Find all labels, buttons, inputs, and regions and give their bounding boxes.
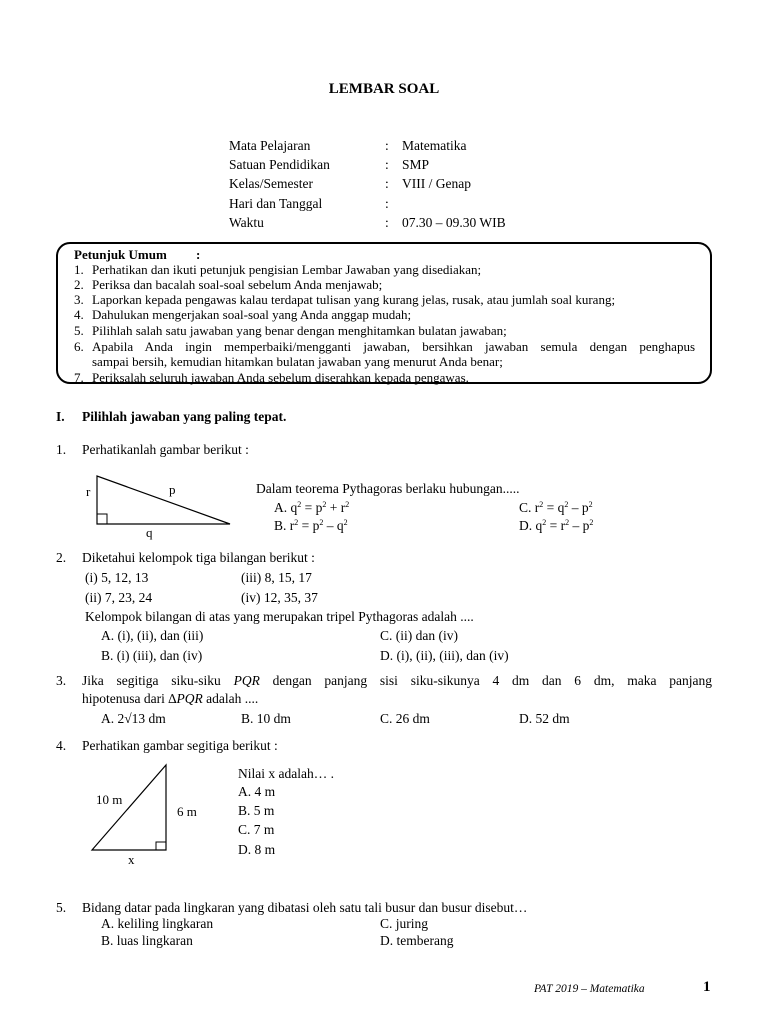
- q1-statement: Dalam teorema Pythagoras berlaku hubungan.....: [256, 481, 520, 496]
- page-number: 1: [703, 979, 711, 995]
- q5-text: Bidang datar pada lingkaran yang dibatasi oleh satu tali busur dan busur disebut…: [82, 900, 528, 915]
- q2-set: (iii) 8, 15, 17: [241, 570, 312, 585]
- q4-label-side: 6 m: [177, 804, 197, 819]
- q1-label-p: p: [169, 482, 176, 497]
- instruction-text: Periksalah seluruh jawaban Anda sebelum diserahkan kepada pengawas.: [92, 370, 469, 385]
- info-value: VIII / Genap: [402, 176, 471, 191]
- q2-set: (i) 5, 12, 13: [85, 570, 149, 585]
- q5-option-c[interactable]: C. juring: [380, 916, 429, 931]
- info-label: Mata Pelajaran: [229, 138, 311, 153]
- option-letter: D.: [519, 518, 533, 533]
- q1-triangle-figure: [80, 468, 240, 542]
- q2-set: (iv) 12, 35, 37: [241, 590, 318, 605]
- q1-number: 1.: [56, 442, 67, 457]
- instruction-num: 2.: [74, 277, 84, 292]
- instruction-text: Dahulukan mengerjakan soal-soal yang Anda anggap mudah;: [92, 307, 412, 322]
- q3-number: 3.: [56, 673, 67, 688]
- section-title: Pilihlah jawaban yang paling tepat.: [82, 409, 287, 424]
- q4-label-hypotenuse: 10 m: [96, 792, 123, 807]
- q4-option-c[interactable]: C. 7 m: [238, 822, 275, 837]
- q3-line2: hipotenusa dari ∆PQR adalah ....: [82, 691, 259, 706]
- instruction-num: 5.: [74, 323, 84, 338]
- q4-label-base: x: [128, 852, 135, 867]
- footer-label: PAT 2019 – Matematika: [534, 983, 645, 995]
- instruction-num: 6.: [74, 339, 84, 354]
- q5-option-a[interactable]: A. keliling lingkaran: [101, 916, 214, 931]
- q1-label-r: r: [86, 484, 91, 499]
- q2-option-b[interactable]: B. (i) (iii), dan (iv): [101, 648, 203, 663]
- instruction-num: 1.: [74, 262, 84, 277]
- q2-text: Diketahui kelompok tiga bilangan berikut :: [82, 550, 315, 565]
- q4-option-d[interactable]: D. 8 m: [238, 842, 276, 857]
- q5-number: 5.: [56, 900, 67, 915]
- instruction-text: Laporkan kepada pengawas kalau terdapat tulisan yang kurang jelas, rusak, atau jumlah soal kurang;: [92, 292, 616, 307]
- info-sep: :: [385, 196, 389, 211]
- info-sep: :: [385, 176, 389, 191]
- instruction-num: 4.: [74, 307, 84, 322]
- q2-question: Kelompok bilangan di atas yang merupakan tripel Pythagoras adalah ....: [85, 609, 474, 624]
- q1-option-c[interactable]: C. $r^2 = q^2 - p^2$: [519, 500, 593, 515]
- info-label: Satuan Pendidikan: [229, 157, 330, 172]
- q4-option-a[interactable]: A. 4 m: [238, 784, 276, 799]
- q3-option-a[interactable]: A. 2√13 dm: [101, 711, 166, 726]
- q1-option-b[interactable]: B. $r^2 = p^2 - q^2$: [274, 518, 348, 533]
- instruction-text: Pilihlah salah satu jawaban yang benar dengan menghitamkan bulatan jawaban;: [92, 323, 507, 338]
- q2-option-c[interactable]: C. (ii) dan (iv): [380, 628, 458, 643]
- q4-number: 4.: [56, 738, 67, 753]
- section-number: I.: [56, 409, 65, 424]
- q3-option-b[interactable]: B. 10 dm: [241, 711, 291, 726]
- instructions-heading-colon: :: [196, 247, 201, 262]
- q4-option-b[interactable]: B. 5 m: [238, 803, 275, 818]
- info-sep: :: [385, 138, 389, 153]
- q1-option-d[interactable]: D. $q^2 = r^2 - p^2$: [519, 518, 594, 533]
- info-value: SMP: [402, 157, 430, 172]
- instruction-text-continued: sampai bersih, kemudian hitamkan bulatan jawaban yang menurut Anda benar;: [92, 354, 503, 369]
- instruction-num: 7.: [74, 370, 84, 385]
- info-sep: :: [385, 157, 389, 172]
- info-label: Hari dan Tanggal: [229, 196, 323, 211]
- page-title: LEMBAR SOAL: [328, 81, 440, 97]
- option-letter: A.: [274, 500, 288, 515]
- q2-set: (ii) 7, 23, 24: [85, 590, 153, 605]
- instruction-num: 3.: [74, 292, 84, 307]
- info-value: 07.30 – 09.30 WIB: [402, 215, 506, 230]
- q4-triangle-figure: [88, 760, 208, 870]
- q3-option-c[interactable]: C. 26 dm: [380, 711, 430, 726]
- instruction-text: Apabila Anda ingin memperbaiki/mengganti jawaban, bersihkan jawaban semula dengan penghapus: [92, 339, 695, 354]
- instruction-text: Periksa dan bacalah soal-soal sebelum Anda menjawab;: [92, 277, 383, 292]
- q2-option-a[interactable]: A. (i), (ii), dan (iii): [101, 628, 204, 643]
- q4-question: Nilai x adalah… .: [238, 766, 334, 781]
- q1-text: Perhatikanlah gambar berikut :: [82, 442, 249, 457]
- q3-line1: Jika segitiga siku-siku PQR dengan panjang sisi siku-sikunya 4 dm dan 6 dm, maka panjang: [82, 673, 712, 688]
- info-sep: :: [385, 215, 389, 230]
- q2-number: 2.: [56, 550, 67, 565]
- info-label: Kelas/Semester: [229, 176, 313, 191]
- q1-option-a[interactable]: A. $q^2 = p^2 + r^2$: [274, 500, 350, 515]
- q5-option-b[interactable]: B. luas lingkaran: [101, 933, 193, 948]
- info-label: Waktu: [229, 215, 264, 230]
- instruction-text: Perhatikan dan ikuti petunjuk pengisian Lembar Jawaban yang disediakan;: [92, 262, 482, 277]
- info-value: Matematika: [402, 138, 467, 153]
- q5-option-d[interactable]: D. temberang: [380, 933, 454, 948]
- q3-option-d[interactable]: D. 52 dm: [519, 711, 570, 726]
- option-letter: C.: [519, 500, 532, 515]
- instructions-heading: Petunjuk Umum: [74, 247, 167, 262]
- option-letter: B.: [274, 518, 287, 533]
- q1-label-q: q: [146, 525, 153, 540]
- q4-text: Perhatikan gambar segitiga berikut :: [82, 738, 278, 753]
- q2-option-d[interactable]: D. (i), (ii), (iii), dan (iv): [380, 648, 509, 663]
